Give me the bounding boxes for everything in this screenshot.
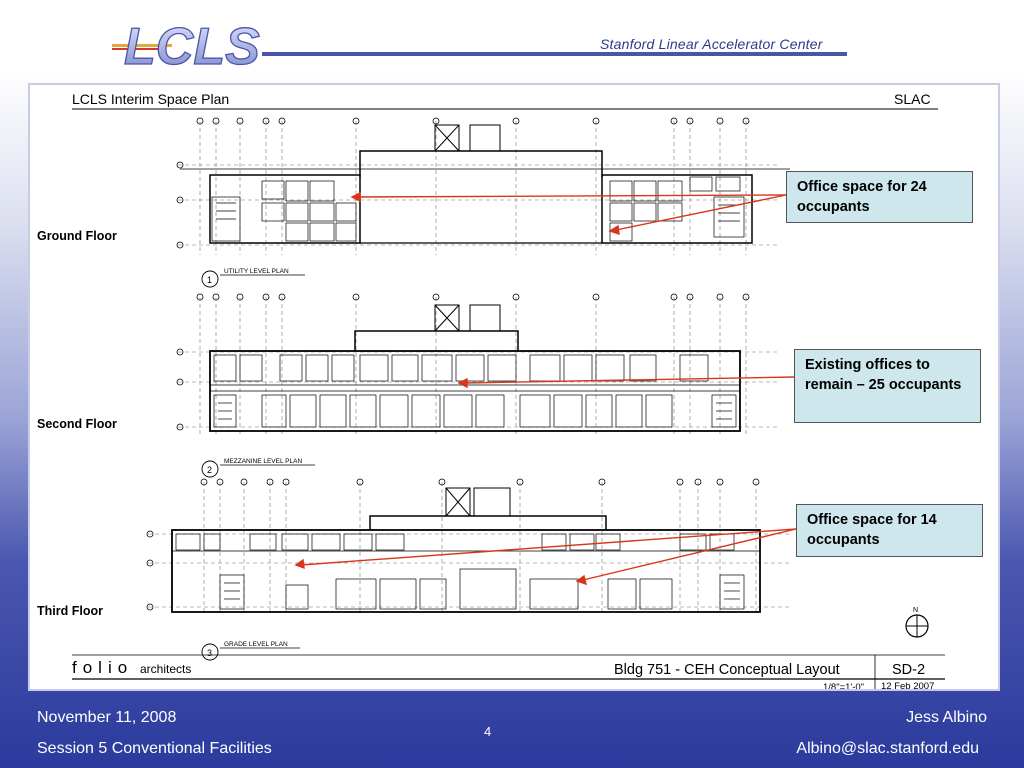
ground-floor-plan bbox=[177, 118, 790, 287]
firm-suffix: architects bbox=[140, 662, 192, 676]
plan-number-2: 2 bbox=[207, 465, 213, 475]
callout-office-space-24: Office space for 24 occupants bbox=[786, 171, 973, 223]
footer-date: November 11, 2008 bbox=[37, 709, 177, 726]
title-block bbox=[72, 655, 945, 689]
utility-level-plan-label: UTILITY LEVEL PLAN bbox=[224, 268, 289, 275]
sheet-title: Bldg 751 - CEH Conceptual Layout bbox=[614, 662, 840, 678]
third-floor-label: Third Floor bbox=[37, 604, 103, 618]
second-floor-label: Second Floor bbox=[37, 417, 117, 431]
footer-email: Albino@slac.stanford.edu bbox=[796, 740, 979, 757]
ground-floor-label: Ground Floor bbox=[37, 229, 117, 243]
firm-name: folio bbox=[72, 658, 134, 677]
drawing-scale: 1/8"=1'-0" bbox=[823, 682, 865, 689]
slide-header bbox=[0, 0, 1024, 80]
grade-level-plan-label: GRADE LEVEL PLAN bbox=[224, 641, 288, 648]
drawing-date: 12 Feb 2007 bbox=[881, 681, 935, 689]
callout-office-space-14: Office space for 14 occupants bbox=[796, 504, 983, 557]
footer-author: Jess Albino bbox=[906, 709, 987, 726]
drawing-org-tag: SLAC bbox=[894, 91, 931, 107]
plan-number-3: 3 bbox=[207, 648, 213, 658]
north-label: N bbox=[913, 607, 919, 614]
plan-number-1: 1 bbox=[207, 275, 213, 285]
mezzanine-level-plan-label: MEZZANINE LEVEL PLAN bbox=[224, 458, 303, 465]
header-rule bbox=[262, 52, 847, 56]
callout-existing-offices-25: Existing offices to remain – 25 occupants bbox=[794, 349, 981, 423]
logo-text: LCLS bbox=[124, 18, 260, 72]
page-number: 4 bbox=[484, 724, 492, 739]
sheet-number: SD-2 bbox=[892, 662, 926, 678]
lcls-logo bbox=[112, 14, 262, 72]
organization-name: Stanford Linear Accelerator Center bbox=[600, 36, 823, 52]
callout-arrows bbox=[296, 193, 796, 584]
footer-session: Session 5 Conventional Facilities bbox=[37, 740, 272, 757]
drawing-title: LCLS Interim Space Plan bbox=[72, 91, 230, 107]
second-floor-plan bbox=[177, 294, 780, 477]
north-arrow-icon bbox=[906, 607, 928, 637]
